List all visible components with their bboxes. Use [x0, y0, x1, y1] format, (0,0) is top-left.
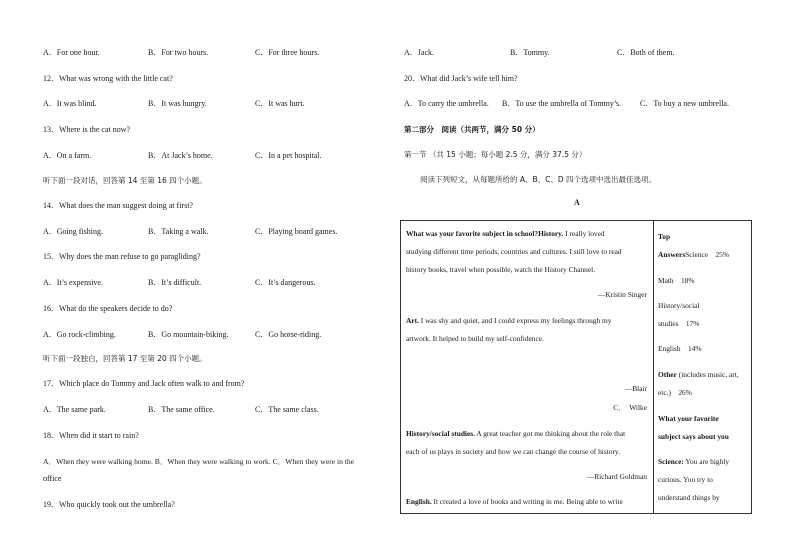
- paragraph-history-text: I really loved: [563, 229, 605, 238]
- paragraph-art-line2: artwork. It helped to build my self-confidence.: [406, 334, 544, 343]
- sidebar-history-line1: History/social: [658, 301, 700, 310]
- q17-option-c: C．The same class.: [255, 405, 319, 414]
- sidebar-science: [658, 250, 729, 260]
- q15-option-a: A．It’s expensive.: [43, 278, 103, 287]
- reading-instruction: 阅读下列短文，从每题所给的 A、B、C、D 四个选项中选出最佳选项。: [420, 175, 657, 184]
- paragraph-history: [406, 229, 605, 239]
- signature-blair: —Blair: [624, 384, 647, 393]
- q20-option-a: A．To carry the umbrella.: [404, 99, 489, 108]
- passage-label: A: [574, 198, 580, 207]
- signature-kristin: —Kristin Singer: [597, 290, 647, 299]
- q19-option-b: B．Tommy.: [510, 48, 550, 57]
- paragraph-social-studies: [406, 429, 625, 439]
- q13-option-a: A．On a farm.: [43, 151, 92, 160]
- sidebar-other: [658, 370, 739, 380]
- question-19: 19．Who quickly took out the umbrella?: [43, 500, 175, 509]
- sidebar-science-desc-text: You are highly: [683, 457, 730, 466]
- q20-option-b: B．To use the umbrella of Tommy’s.: [502, 99, 622, 108]
- q19-option-a: A．Jack.: [404, 48, 434, 57]
- paragraph-history-heading: What was your favorite subject in school?History.: [406, 229, 564, 238]
- q15-option-c: C．It’s dangerous.: [255, 278, 316, 287]
- paragraph-history-line2: studying different time periods, countries and cultures. I still love to read: [406, 247, 622, 256]
- paragraph-social-studies-heading: History/social studies.: [406, 429, 475, 438]
- instruction-14-16: 听下面一段对话，回答第 14 至第 16 四个小题。: [43, 176, 207, 185]
- sidebar-other-line2: etc.) 26%: [658, 388, 692, 397]
- part-two-heading: 第二部分 阅读（共两节，满分 50 分）: [404, 125, 540, 134]
- sidebar-english: English 14%: [658, 344, 702, 353]
- sidebar-top: Top: [658, 232, 671, 241]
- q11-option-a: A．For one hour.: [43, 48, 100, 57]
- question-15: 15．Why does the man refuse to go paragliding?: [43, 252, 201, 261]
- q11-option-b: B．For two hours.: [148, 48, 209, 57]
- q20-option-c: C．To buy a new umbrella.: [640, 99, 729, 108]
- q12-option-b: B．It was hungry.: [148, 99, 207, 108]
- sidebar-says-line2: subject says about you: [658, 432, 729, 441]
- section-one-heading: 第一节 （共 15 小题；每小题 2.5 分，满分 37.5 分）: [404, 150, 587, 159]
- q14-option-a: A．Going fishing.: [43, 227, 103, 236]
- paragraph-social-studies-line2: each of us plays in society and how we can change the course of history.: [406, 447, 620, 456]
- q12-option-a: A．It was blind.: [43, 99, 97, 108]
- question-14: 14．What does the man suggest doing at first?: [43, 201, 193, 210]
- q13-option-c: C．In a pet hospital.: [255, 151, 322, 160]
- question-20: 20．What did Jack’s wife tell him?: [404, 74, 518, 83]
- signature-wilke: C． Wilke: [613, 403, 647, 412]
- sidebar-other-text: (includes music, art,: [676, 370, 739, 379]
- paragraph-art: [406, 316, 611, 326]
- column-divider: [653, 221, 654, 513]
- sidebar-science-desc: [658, 457, 729, 467]
- sidebar-history-line2: studies 17%: [658, 319, 700, 328]
- question-16: 16．What do the speakers decide to do?: [43, 304, 173, 313]
- paragraph-english-heading: English.: [406, 497, 432, 506]
- q19-option-c: C．Both of them.: [617, 48, 675, 57]
- q14-option-b: B．Taking a walk.: [148, 227, 209, 236]
- paragraph-art-heading: Art.: [406, 316, 419, 325]
- sidebar-says-line1: What your favorite: [658, 414, 719, 423]
- signature-richard: —Richard Goldman: [586, 472, 647, 481]
- q15-option-b: B．It’s difficult.: [148, 278, 202, 287]
- q16-option-b: B．Go mountain-biking.: [148, 330, 229, 339]
- q14-option-c: C．Playing board games.: [255, 227, 338, 236]
- question-13: 13．Where is the cat now?: [43, 125, 131, 134]
- passage-box: [400, 220, 752, 514]
- q17-option-a: A．The same park.: [43, 405, 106, 414]
- sidebar-science-value: Science 25%: [685, 250, 730, 259]
- instruction-17-20: 听下面一段独白，回答第 17 至第 20 四个小题。: [43, 354, 207, 363]
- sidebar-science-desc-heading: Science:: [658, 457, 684, 466]
- sidebar-science-desc-line2: curious. You try to: [658, 475, 713, 484]
- sidebar-answers-heading: Answers: [658, 250, 686, 259]
- q12-option-c: C．It was hurt.: [255, 99, 305, 108]
- paragraph-social-studies-text: A great teacher got me thinking about the role that: [474, 429, 626, 438]
- q16-option-c: C．Go horse-riding.: [255, 330, 322, 339]
- question-18: 18．When did it start to rain?: [43, 431, 139, 440]
- question-17: 17．Which place do Tommy and Jack often walk to and from?: [43, 379, 245, 388]
- paragraph-history-line3: history books, travel when possible, watch the History Channel.: [406, 265, 596, 274]
- q18-options: A．When they were walking home. B．When they were walking to work. C．When they were in the: [43, 457, 355, 466]
- paragraph-english: [406, 497, 623, 507]
- q18-options-continued: office: [43, 474, 62, 483]
- q13-option-b: B．At Jack’s home.: [148, 151, 213, 160]
- paragraph-english-text: It created a love of books and writing in me. Being able to write: [431, 497, 623, 506]
- q16-option-a: A．Go rock-climbing.: [43, 330, 116, 339]
- sidebar-science-desc-line3: understand things by: [658, 493, 720, 502]
- paragraph-art-text: I was shy and quiet, and I could express my feelings through my: [418, 316, 612, 325]
- q11-option-c: C．For three hours.: [255, 48, 320, 57]
- q17-option-b: B．The same office.: [148, 405, 215, 414]
- sidebar-math: Math 18%: [658, 276, 695, 285]
- sidebar-other-heading: Other: [658, 370, 677, 379]
- question-12: 12．What was wrong with the little cat?: [43, 74, 173, 83]
